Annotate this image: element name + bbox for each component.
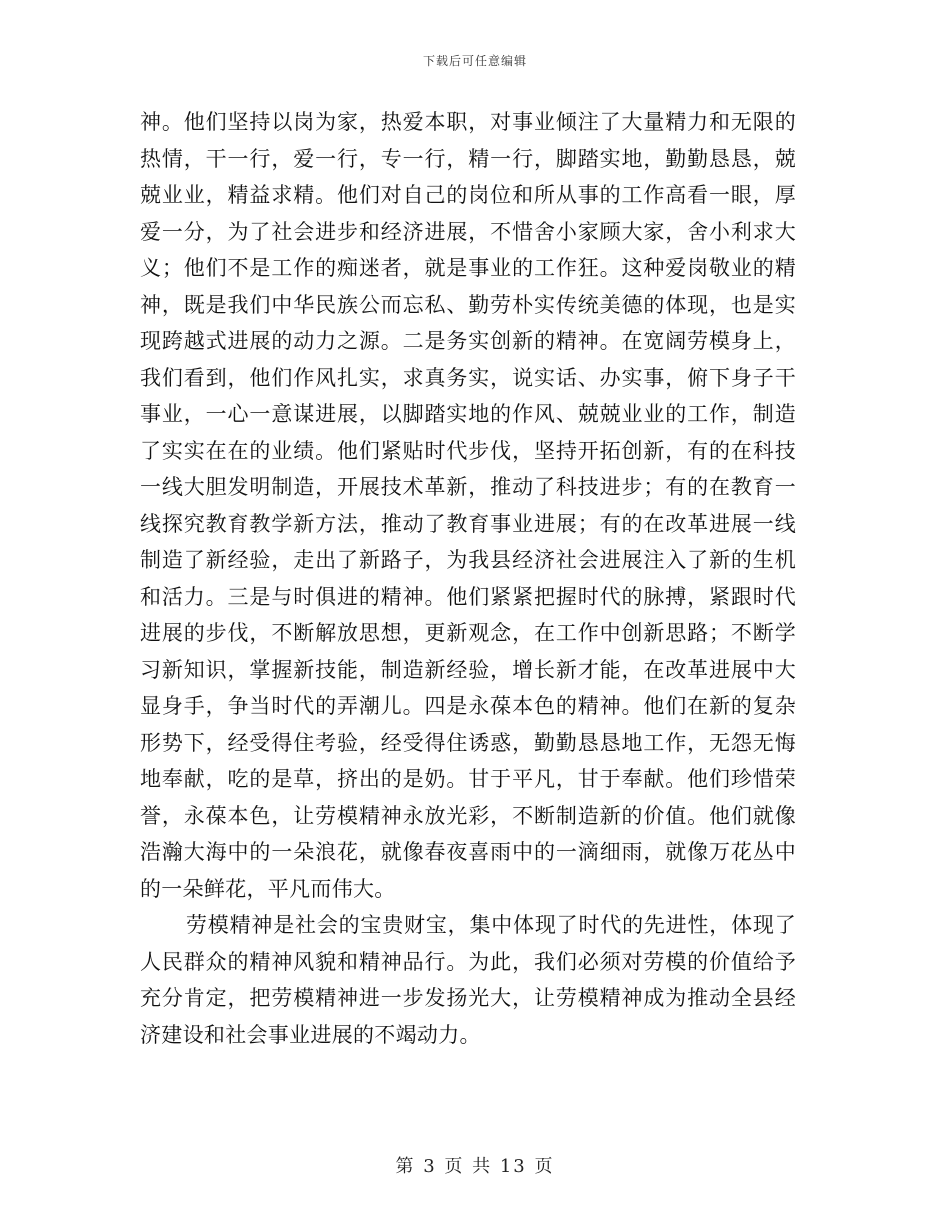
page-header: 下载后可任意编辑 <box>422 54 527 68</box>
paragraph-conclusion: 劳模精神是社会的宝贵财宝，集中体现了时代的先进性，体现了人民群众的精神风貌和精神品行。为此，我们必须对劳模的价值给予充分肯定，把劳模精神进一步发扬光大，让劳模精神成为推动全县经济建设和社会事业进展的不竭动力。 <box>140 913 796 1047</box>
document-body <box>140 104 796 1053</box>
paragraph-continuation: 神。他们坚持以岗为家，热爱本职，对事业倾注了大量精力和无限的热情，干一行，爱一行，专一行，精一行，脚踏实地，勤勤恳恳，兢兢业业，精益求精。他们对自己的岗位和所从事的工作高看一眼，厚爱一分，为了社会进步和经济进展，不惜舍小家顾大家，舍小利求大义；他们不是工作的痴迷者，就是事业的工作狂。这种爱岗敬业的精神，既是我们中华民族公而忘私、勤劳朴实传统美德的体现，也是实现跨越式进展的动力之源。二是务实创新的精神。在宽阔劳模身上，我们看到，他们作风扎实，求真务实，说实话、办实事，俯下身子干事业，一心一意谋进展，以脚踏实地的作风、兢兢业业的工作，制造了实实在在的业绩。他们紧贴时代步伐，坚持开拓创新，有的在科技一线大胆发明制造，开展技术革新，推动了科技进步；有的在教育一线探究教育教学新方法，推动了教育事业进展；有的在改革进展一线制造了新经验，走出了新路子，为我县经济社会进展注入了新的生机和活力。三是与时俱进的精神。他们紧紧把握时代的脉搏，紧跟时代进展的步伐，不断解放思想，更新观念，在工作中创新思路；不断学习新知识，掌握新技能，制造新经验，增长新才能，在改革进展中大显身手，争当时代的弄潮儿。四是永葆本色的精神。他们在新的复杂形势下，经受得住考验，经受得住诱惑，勤勤恳恳地工作，无怨无悔地奉献，吃的是草，挤出的是奶。甘于平凡，甘于奉献。他们珍惜荣誉，永葆本色，让劳模精神永放光彩，不断制造新的价值。他们就像浩瀚大海中的一朵浪花，就像春夜喜雨中的一滴细雨，就像万花丛中的一朵鲜花，平凡而伟大。 <box>140 110 796 901</box>
page-number: 第 3 页 共 13 页 <box>395 1156 555 1177</box>
